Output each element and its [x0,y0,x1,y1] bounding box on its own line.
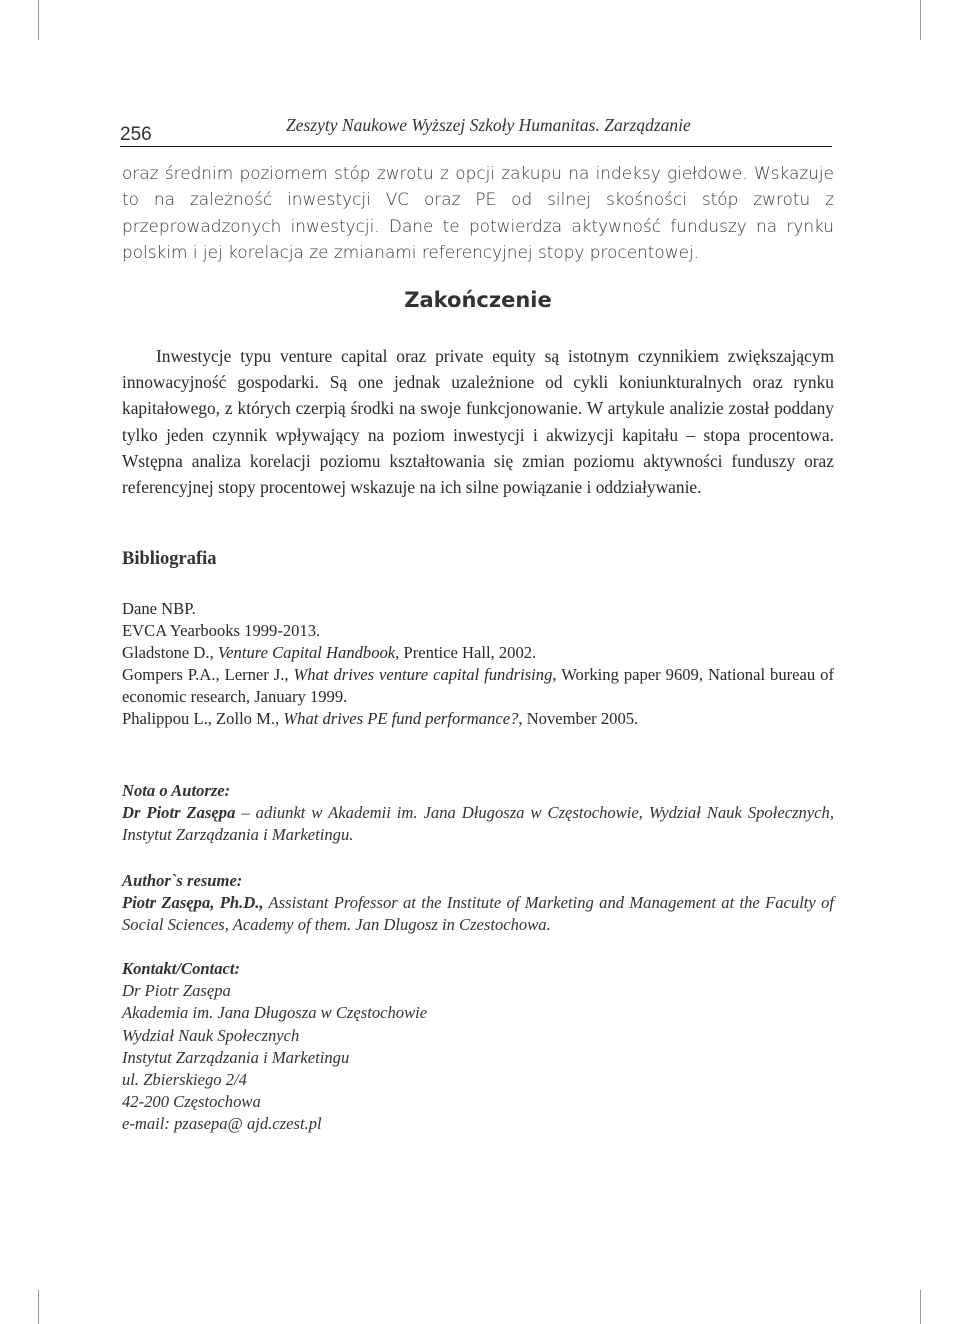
crop-mark [38,0,39,40]
crop-mark [38,1290,39,1324]
contact-line: Dr Piotr Zasępa [122,981,231,1001]
body-text [122,160,834,265]
contact-line: Akademia im. Jana Długosza w Częstochowie [122,1003,428,1023]
book-title: Venture Capital Handbook [217,643,396,663]
paragraph: oraz średnim poziomem stóp zwrotu z opcji zakupu na indeksy giełdowe. Wskazuje to na zależność inwestycji VC oraz PE od silnej skośności stóp zwrotu z przeprowadzonych inwestycji. Dane te potwierdza aktywność funduszy na rynku polskim i jej korelacja ze zmianami referencyjnej stopy procentowej. [122,163,834,262]
contact-email: e-mail: pzasepa@ ajd.czest.pl [122,1114,322,1134]
contact-line: Instytut Zarządzania i Marketingu [122,1047,350,1067]
bibliography-entry: Gompers P.A., Lerner J., What drives venture capital fundrising, Working paper 9609, National bureau of economic research, January 1999. [122,665,834,707]
bibliography-entry: Phalippou L., Zollo M., What drives PE fund performance?, November 2005. [122,709,639,729]
author-note: Nota o Autorze: Dr Piotr Zasępa – adiunkt w Akademii im. Jana Długosza w Częstochowie, Wydział Nauk Społecznych, Instytut Zarządzania i Marketingu. [122,781,834,845]
contact-line: 42-200 Częstochowa [122,1092,261,1112]
section-heading: Zakończenie [404,288,552,312]
bibliography-heading: Bibliografia [122,549,217,569]
contact-heading: Kontakt/Contact: [122,959,241,978]
contact-block [122,958,834,1136]
bibliography-entry: Gladstone D., Venture Capital Handbook, Prentice Hall, 2002. [122,643,537,663]
paragraph: Inwestycje typu venture capital oraz private equity są istotnym czynnikiem zwiększającym innowacyjność gospodarki. Są one jednak uzależnione od cykli koniunkturalnych oraz rynku kapitałowego, z których czerpią środki na swoje funkcjonowanie. W artykule analizie został poddany tylko jeden czynnik wpływający na poziom inwestycji i akwizycji kapitału – stopa procentowa. Wstępna analiza korelacji poziomu kształtowania się zmian poziomu aktywności funduszy oraz referencyjnej stopy procentowej wskazuje na ich silne powiązanie i oddziaływanie. [122,346,834,498]
author-resume-heading: Author`s resume: [122,871,243,890]
author-name: Piotr Zasępa, Ph.D., [122,893,264,913]
paper-title: What drives venture capital fundrising [293,665,553,685]
paper-title: What drives PE fund performance? [283,709,519,729]
crop-mark [920,1290,921,1324]
author-name: Dr Piotr Zasępa [122,803,236,823]
crop-mark [920,0,921,40]
conclusion-section [122,343,834,500]
bibliography-list [122,598,834,731]
contact-line: Wydział Nauk Społecznych [122,1025,300,1045]
running-header [120,114,832,147]
page-number: 256 [120,124,152,145]
author-resume: Author`s resume: Piotr Zasępa, Ph.D., Assistant Professor at the Institute of Marketing and Management at the Faculty of Social Sciences, Academy of them. Jan Dlugosz in Czestochowa. [122,871,834,935]
bibliography-entry: Dane NBP. [122,599,196,618]
bibliography-entry: EVCA Yearbooks 1999-2013. [122,621,321,641]
author-note-heading: Nota o Autorze: [122,781,231,800]
contact-line: ul. Zbierskiego 2/4 [122,1070,247,1090]
journal-title: Zeszyty Naukowe Wyższej Szkoły Humanitas. Zarządzanie [286,115,691,135]
